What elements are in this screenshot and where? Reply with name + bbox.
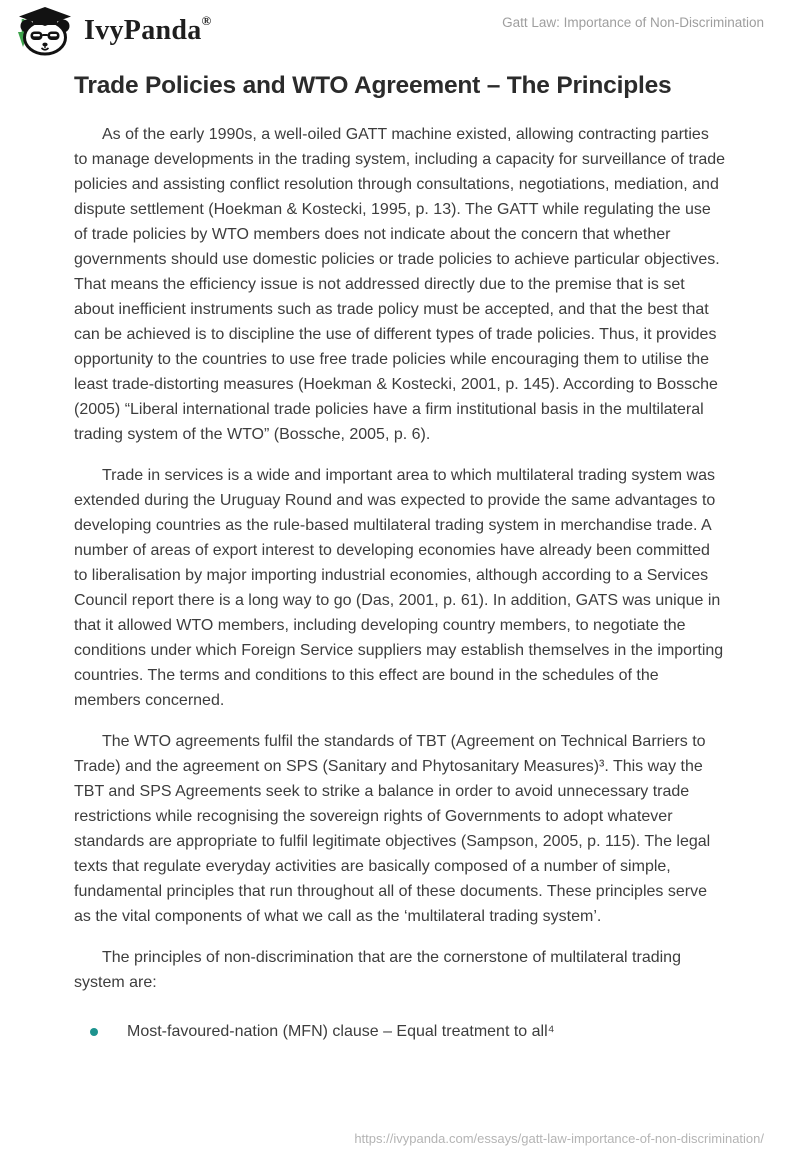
source-url-link[interactable]: https://ivypanda.com/essays/gatt-law-importance-of-non-discrimination/ xyxy=(354,1131,764,1146)
article-paragraph: The WTO agreements fulfil the standards of TBT (Agreement on Technical Barriers to Trade) and the agreement on SPS (Sanitary and Phytosanitary Measures)³. This way the TBT and SPS Agreements seek to strike a balance in order to avoid unnecessary trade restrictions while recognising the sovereign rights of Governments to adopt whatever standards are appropriate to fulfil legitimate objectives (Sampson, 2005, p. 115). The legal texts that regulate everyday activities are basically composed of a number of simple, fundamental principles that run throughout all of these documents. These principles serve as the vital components of what we call as the ‘multilateral trading system’. xyxy=(74,733,711,925)
article-paragraph: Trade in services is a wide and important area to which multilateral trading system was extended during the Uruguay Round and was expected to provide the same advantages to developing countries as the rule-based multilateral trading system in merchandise trade. A number of areas of export interest to developing economies have already been committed to liberalisation by major importing industrial economies, although according to a Services Council report there is a long way to go (Das, 2001, p. 61). In addition, GATS was unique in that it allowed WTO members, including developing country members, to negotiate the conditions under which Foreign Service suppliers may establish themselves in the importing countries. The terms and conditions to this effect are bound in the schedules of the members concerned. xyxy=(74,467,724,709)
article-paragraph: The principles of non-discrimination that are the cornerstone of multilateral trading system are: xyxy=(74,949,681,991)
article-content xyxy=(74,72,726,1044)
ivypanda-panda-logo-icon xyxy=(14,6,76,56)
bullet-marker-icon xyxy=(90,1028,98,1036)
principles-bullet-list xyxy=(74,1019,726,1044)
page-header xyxy=(14,6,764,56)
running-head-title: Gatt Law: Importance of Non-Discrimination xyxy=(502,15,764,30)
brand-name-text: IvyPanda xyxy=(84,15,202,46)
brand-name xyxy=(84,12,212,47)
brand-logo xyxy=(14,6,212,56)
list-item xyxy=(74,1019,726,1044)
list-item-text: Most-favoured-nation (MFN) clause – Equal treatment to all⁴ xyxy=(127,1023,555,1040)
registered-trademark-mark: ® xyxy=(201,12,212,28)
article-paragraph: As of the early 1990s, a well-oiled GATT machine existed, allowing contracting parties to manage developments in the trading system, including a capacity for surveillance of trade policies and assisting conflict resolution through consultations, negotiations, mediation, and dispute settlement (Hoekman & Kostecki, 1995, p. 13). The GATT while regulating the use of trade policies by WTO members does not indicate about the concern that whether governments should use domestic policies or trade policies to achieve particular objectives. That means the efficiency issue is not addressed directly due to the premise that is set about inefficient instruments such as trade policy must be accepted, and that the best that can be achieved is to discipline the use of different types of trade policies. Thus, it provides opportunity to the countries to use free trade policies while encouraging them to utilise the least trade-distorting measures (Hoekman & Kostecki, 2001, p. 145). According to Bossche (2005) “Liberal international trade policies have a firm institutional basis in the multilateral trading system of the WTO” (Bossche, 2005, p. 6). xyxy=(74,126,726,443)
article-title: Trade Policies and WTO Agreement – The Principles xyxy=(74,72,672,99)
